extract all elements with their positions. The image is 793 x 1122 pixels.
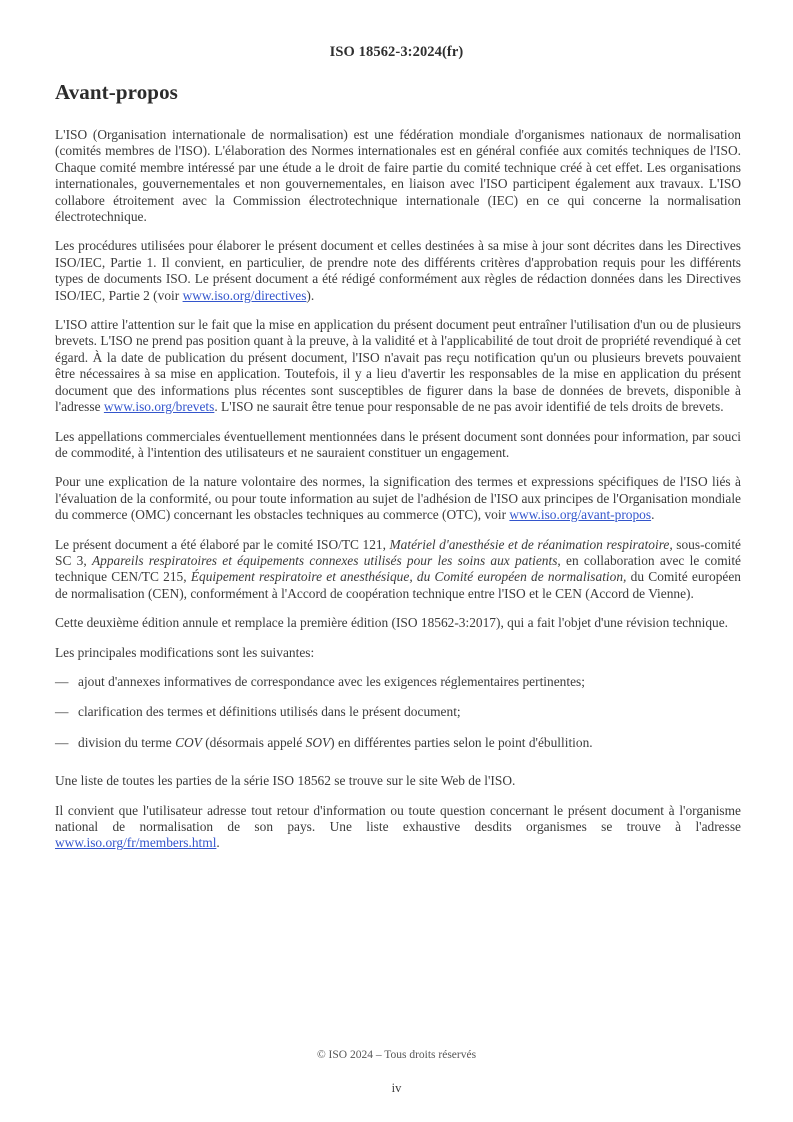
- footer-copyright: © ISO 2024 – Tous droits réservés: [316, 1049, 477, 1061]
- page-number: iv: [391, 1081, 402, 1095]
- link-brevets[interactable]: www.iso.org/brevets: [103, 399, 215, 415]
- link-members[interactable]: www.iso.org/fr/members.html: [55, 835, 217, 851]
- paragraph-3-text-a: L'ISO attire l'attention sur le fait que la mise en application du présent document peut entraîner l'utilisation d'un ou de plusieurs brevets. L'ISO ne prend pas position quant à la preuve, à la validité et à l'applicabilité de tout droit de propriété revendiqué à cet égard. À la date de publication du présent document, l'ISO n'avait pas reçu notification qu'un ou plusieurs brevets pouvaient être nécessaires à sa mise en application. Toutefois, il y a lieu d'avertir les responsables de la mise en application du présent document que des informations plus récentes sont susceptibles de figurer dans la base de données de brevets, disponible à l'adresse: [55, 317, 741, 415]
- page-content: [55, 80, 741, 852]
- paragraph-2-text-a: Les procédures utilisées pour élaborer le présent document et celles destinées à sa mise à jour sont décrites dans les Directives ISO/IEC, Partie 1. Il convient, en particulier, de prendre note des différents critères d'approbation requis pour les différents types de documents ISO. Le présent document a été rédigé conformément aux règles de rédaction données dans les Directives ISO/IEC, Partie 2 (voir: [55, 238, 741, 303]
- list-bottom-spacer: [55, 764, 741, 773]
- em-dash-bullet-icon: —: [55, 704, 69, 720]
- committee-text-c: , en collaboration avec le comité technique CEN/TC 215,: [55, 552, 742, 585]
- paragraph-5-text-a: Pour une explication de la nature volontaire des normes, la signification des termes et expressions spécifiques de l'ISO liés à l'évaluation de la conformité, ou pour toute information au sujet de l'adhésion de l'ISO aux principes de l'Organisation mondiale du commerce (OMC) concernant les obstacles techniques au commerce (OTC), voir: [55, 474, 741, 523]
- link-avant-propos[interactable]: www.iso.org/avant-propos: [509, 507, 652, 523]
- paragraph-2: [55, 238, 741, 304]
- em-dash-bullet-icon: —: [55, 734, 69, 750]
- committee-text-b: sous-comité SC 3,: [55, 536, 741, 568]
- em-dash-bullet-icon: —: [55, 673, 69, 689]
- running-head: ISO 18562-3:2024(fr): [329, 44, 464, 60]
- committee-text-a: Le présent document a été élaboré par le comité ISO/TC 121,: [55, 536, 390, 552]
- paragraph-6-committee: [55, 537, 741, 603]
- list-item: [55, 735, 741, 751]
- list-item: [55, 704, 741, 720]
- paragraph-3: [55, 317, 741, 415]
- term-sov: SOV: [305, 734, 331, 750]
- list-item-text: division du terme: [78, 734, 176, 750]
- paragraph-5: [55, 474, 741, 523]
- list-item: [55, 674, 741, 690]
- paragraph-5-text-b: .: [651, 507, 655, 523]
- link-directives[interactable]: www.iso.org/directives: [182, 287, 307, 303]
- committee-title-cen215: Équipement respiratoire et anesthésique, du Comité européen de normalisation,: [190, 569, 627, 585]
- feedback-text-b: .: [216, 835, 220, 851]
- paragraph-2-text-b: ).: [306, 287, 315, 303]
- list-item-text-b: (désormais appelé: [201, 734, 306, 750]
- paragraph-3-text-b: . L'ISO ne saurait être tenue pour responsable de ne pas avoir identifié de tels droits de brevets.: [214, 399, 724, 415]
- paragraph-9-series: Une liste de toutes les parties de la série ISO 18562 se trouve sur le site Web de l'ISO.: [55, 773, 516, 789]
- committee-title-sc3: Appareils respiratoires et équipements connexes utilisés pour les soins aux patients: [91, 552, 558, 568]
- committee-text-d: du Comité européen de normalisation (CEN), conformément à l'Accord de coopération technique entre l'ISO et le CEN (Accord de Vienne).: [55, 569, 741, 601]
- list-item-text: ajout d'annexes informatives de correspondance avec les exigences réglementaires pertinentes;: [78, 673, 585, 689]
- committee-title-tc121: Matériel d'anesthésie et de réanimation respiratoire,: [389, 536, 673, 552]
- paragraph-4: Les appellations commerciales éventuellement mentionnées dans le présent document sont données pour information, par souci de commodité, à l'intention des utilisateurs et ne sauraient constituer un engagement.: [55, 428, 741, 460]
- list-item-text: clarification des termes et définitions utilisés dans le présent document;: [78, 704, 461, 720]
- feedback-text-a: Il convient que l'utilisateur adresse tout retour d'information ou toute question concernant le présent document à l'organisme national de normalisation de son pays. Une liste exhaustive desdits organismes se trouve à l'adresse: [55, 802, 741, 834]
- paragraph-10-feedback: [55, 803, 741, 852]
- paragraph-1: L'ISO (Organisation internationale de normalisation) est une fédération mondiale d'organismes nationaux de normalisation (comités membres de l'ISO). L'élaboration des Normes internationales est en général confiée aux comités techniques de l'ISO. Chaque comité membre intéressé par une étude a le droit de faire partie du comité technique créé à cet effet. Les organisations internationales, gouvernementales et non gouvernementales, en liaison avec l'ISO participent également aux travaux. L'ISO collabore étroitement avec la Commission électrotechnique internationale (IEC) en ce qui concerne la normalisation électrotechnique.: [55, 127, 741, 225]
- changes-list: [55, 674, 741, 751]
- paragraph-8-changes-intro: Les principales modifications sont les suivantes:: [55, 644, 315, 660]
- term-cov: COV: [175, 734, 202, 750]
- paragraph-7-edition: Cette deuxième édition annule et remplace la première édition (ISO 18562-3:2017), qui a fait l'objet d'une révision technique.: [55, 615, 729, 631]
- list-item-text-c: ) en différentes parties selon le point d'ébullition.: [330, 734, 593, 750]
- page-title: Avant-propos: [55, 80, 178, 104]
